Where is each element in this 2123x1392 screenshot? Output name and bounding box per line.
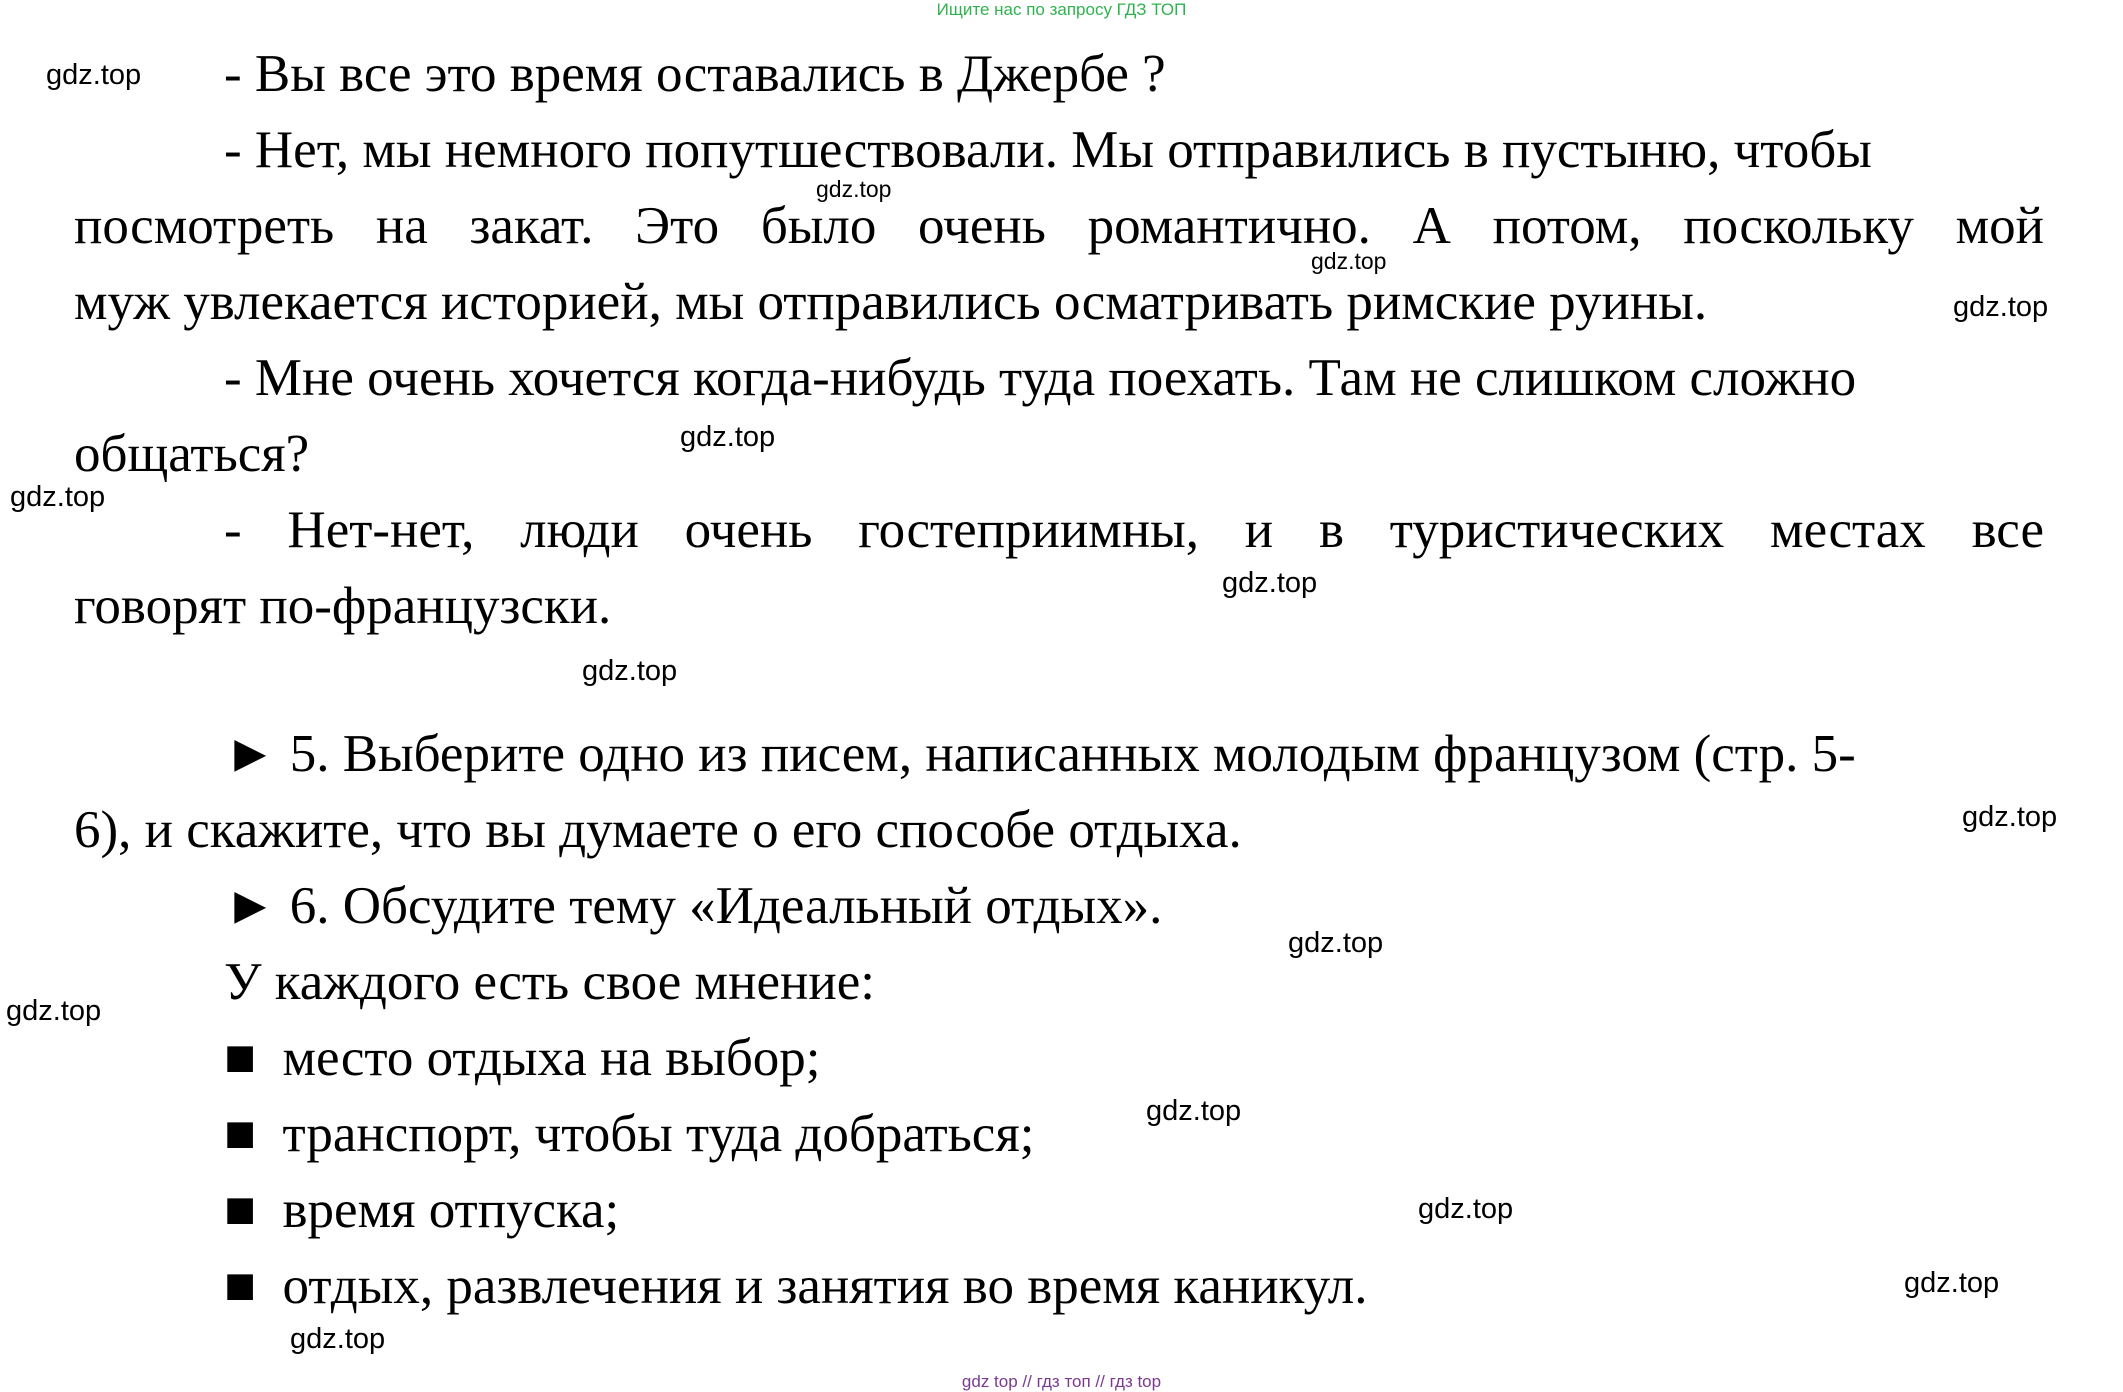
bullet-icon: ■: [224, 1105, 257, 1163]
top-banner[interactable]: Ищите нас по запросу ГДЗ ТОП: [936, 0, 1187, 19]
watermark: gdz.top: [582, 655, 678, 687]
list-item-text: отдых, развлечения и занятия во время каникул.: [282, 1257, 1368, 1315]
list-item-text: время отпуска;: [282, 1181, 620, 1239]
watermark: gdz.top: [1222, 567, 1318, 599]
dialogue-line-2: - Нет, мы немного попутшествовали. Мы отправились в пустыню, чтобы: [224, 121, 1872, 179]
watermark: gdz.top: [1418, 1193, 1514, 1225]
watermark: gdz.top: [10, 481, 106, 513]
dialogue-line-1: - Вы все это время оставались в Джербе ?: [224, 45, 1166, 103]
footer-links[interactable]: gdz top // гдз топ // гдз top: [961, 1372, 1162, 1391]
list-item-text: место отдыха на выбор;: [282, 1029, 821, 1087]
watermark: gdz.top: [46, 59, 142, 91]
dialogue-line-7: - Нет-нет, люди очень гостеприимны, и в туристических местах все: [224, 501, 2044, 559]
watermark: gdz.top: [1288, 927, 1384, 959]
watermark: gdz.top: [1311, 248, 1387, 274]
watermark: gdz.top: [1904, 1267, 2000, 1299]
watermark: gdz.top: [816, 176, 892, 202]
list-item: [224, 1104, 1034, 1164]
dialogue-line-5: - Мне очень хочется когда-нибудь туда поехать. Там не слишком сложно: [224, 349, 1857, 407]
list-item: [224, 1180, 619, 1240]
bullet-icon: ■: [224, 1029, 257, 1087]
dialogue-line-8: говорят по-французски.: [74, 577, 612, 635]
bullet-icon: ■: [224, 1257, 257, 1315]
bullet-icon: ■: [224, 1181, 257, 1239]
dialogue-line-6: общаться?: [74, 425, 310, 483]
watermark: gdz.top: [1953, 291, 2049, 323]
task-5-line-2: 6), и скажите, что вы думаете о его способе отдыха.: [74, 801, 1242, 859]
watermark: gdz.top: [680, 421, 776, 453]
list-item: [224, 1028, 821, 1088]
list-item: [224, 1256, 1368, 1316]
watermark: gdz.top: [6, 995, 102, 1027]
dialogue-line-4: муж увлекается историей, мы отправились осматривать римские руины.: [74, 273, 1708, 331]
task-5-line-1: ► 5. Выберите одно из писем, написанных молодым французом (стр. 5-: [224, 725, 1856, 783]
watermark: gdz.top: [1962, 801, 2058, 833]
opinion-intro: У каждого есть свое мнение:: [224, 953, 875, 1011]
dialogue-line-3: посмотреть на закат. Это было очень романтично. А потом, поскольку мой: [74, 197, 2044, 255]
watermark: gdz.top: [290, 1323, 386, 1355]
list-item-text: транспорт, чтобы туда добраться;: [282, 1105, 1035, 1163]
watermark: gdz.top: [1146, 1095, 1242, 1127]
task-6-heading: ► 6. Обсудите тему «Идеальный отдых».: [224, 877, 1163, 935]
